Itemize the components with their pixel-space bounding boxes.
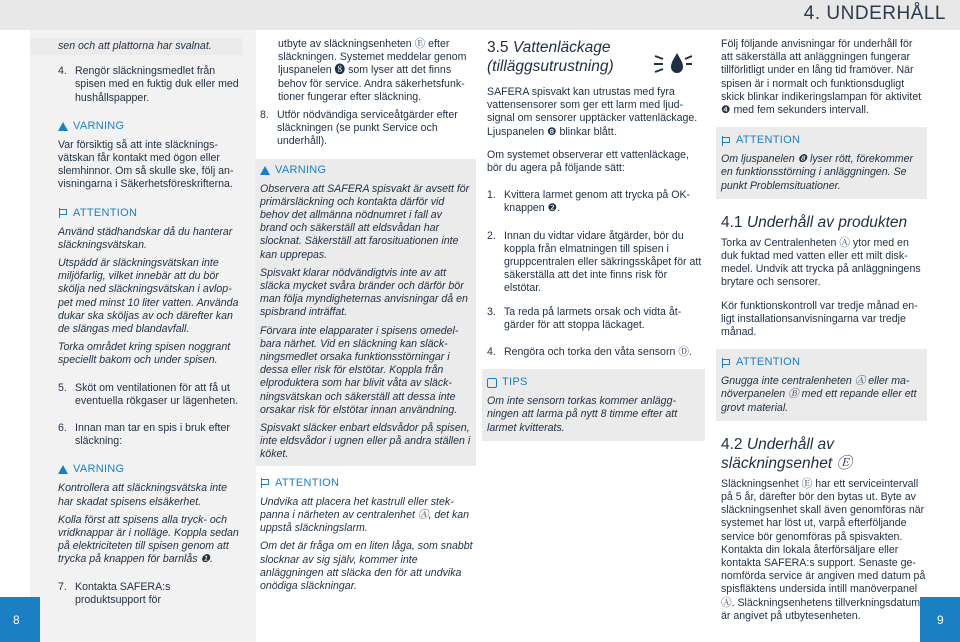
column-1 [30,30,256,642]
section-title-4-2: 4.2 Underhåll av släckningsenhet Ⓔ [721,435,852,472]
page-number-left: 8 [0,597,40,642]
section-title-3-5: 3.5 Vattenläckage (tilläggsutrustning) [487,39,614,75]
paragraph: Släckningsenhet Ⓔ har ett serviceintervall på 5 år, därefter bör den bytas ut. Byte av släckningsenhet skall även genomföras när systemet har löst ut, varpå efterföljande service bör genomföras på spisvakten. Kontakta din lokala återförsäljare eller kontakta SAFERA:s support. Senaste genomförda service är angiven med datum på spisfläktens undersida intill manöverpanel Ⓐ. Släckningsenhetens tillverkningsdatum är angivet på utbytesenheten. [721,477,926,622]
warning-text: Kontrollera att släckningsvätska inte har skadat spisens elsäkerhet. [58,482,227,508]
warning-text: Kolla först att spisens alla tryck- och vridknappar är i nolläge. Koppla sedan på elektriciteten till spisen genom att trycka på knappen för barnlås ❶. [58,513,239,566]
warning-heading: VARNING [58,462,242,477]
page-number-right: 9 [920,597,960,642]
warning-icon [260,166,270,175]
paragraph: Torka av Centralenheten Ⓐ ytor med en duk fuktad med vatten eller ett milt diskmedel. Undvik att trycka på anläggningens brytare och sensorer. [721,236,921,289]
paragraph: Följ följande anvisningar för underhåll för att säkerställa att anläggningen fungerar tillförlitligt under en lång tid framöver. När spisen är i normalt och funktionsdugligt skick blinkar indikeringslampan för aktivitet ❹ med fem sekunders intervall. [721,38,922,117]
flag-icon [721,136,731,146]
column-1-content [58,38,242,607]
warning-box: VARNING Observera att SAFERA spisvakt är avsett för primärsläckning och kontakta därför vid behov det allmänna nödnumret i fall av brand och säkerställ att eldsvådan har slocknat. Säkerställ att farosituationen inte kan upprepas. Spisvakt klarar nödvändigtvis inte av att släcka mycket svåra bränder och därför bör man följa myndigheternas anvisningar då en spisbrand inträffat. Förvara inte elapparater i spisens omedelbara närhet. Vid en släckning kan släckningsmedlet orsaka funktionsstörningar i dessa eller risk för elstötar. Koppla från elproduktera som har blivit våta av släckningsvätskan och säkerställ att dessa inte orsakar risk för elstötar innan användning. Spisvakt släcker enbart eldsvådor på spisen, inte eldsvådor i ugnen eller på andra ställen i köket. [255,159,476,466]
chapter-title: 4. UNDERHÅLL [803,3,946,24]
warning-icon [58,122,68,131]
list-item-2: 2. Innan du vidtar vidare åtgärder, bör du koppla från elmatningen till spisen i gruppcentralen eller säkringsskåpet för att säkerställa att det inte finns risk för elstötar. [487,229,702,295]
list-item-1: 1. Kvittera larmet genom att trycka på OK-knappen ❷. [487,189,691,215]
attention-heading: ATTENTION [58,206,242,221]
attention-heading: ATTENTION [721,133,922,148]
attention-text: Undvika att placera het kastrull eller stekpanna i närheten av centralenhet Ⓐ, det kan uppstå släckningslarm. [260,495,470,535]
water-leak-icon [651,50,693,76]
attention-text: Om det är fråga om en liten låga, som snabbt slocknar av sig själv, kommer inte anläggningen att släcka den för att undvika onödiga släckningar. [260,540,473,592]
continued-text: sen och att plattorna har svalnat. [58,40,212,52]
tips-box: TIPS Om inte sensorn torkas kommer anläggningen att larma på nytt 8 timme efter att larmet kvitterats. [482,369,705,441]
list-item-6: 6. Innan man tar en spis i bruk efter släckning: [58,422,230,448]
section-title-4-1: 4.1 Underhåll av produkten [721,213,908,231]
attention-text: Torka området kring spisen noggrant speciellt bakom och under spisen. [58,341,231,367]
paragraph: Om systemet observerar ett vattenläckage, bör du agera på följande sätt: [487,148,689,175]
warning-icon [58,465,68,474]
warning-text: Var försiktig så att inte släckningsvätskan får kontakt med ögon eller slemhinnor. Om så skulle ske, följ anvisningarna i Säkerhetsföreskrifterna. [58,138,234,191]
list-item-3: 3. Ta reda på larmets orsak och vidta åtgärder för att stoppa läckaget. [487,305,682,331]
attention-box: ATTENTION Om ljuspanelen ❽ lyser rött, förekommer en funktionsstörning i anläggningen. Se punkt Problemsituationer. [716,127,927,199]
tip-icon [487,378,497,388]
paragraph: SAFERA spisvakt kan utrustas med fyra vattensensorer som ger ett larm med ljudsignal om sensorer upptäcker vattenläckage. Ljuspanelen ❽ blinkar blått. [487,86,698,138]
list-item-7: 7. Kontakta SAFERA:s produktsupport för [58,580,171,606]
column-2 [260,30,476,593]
warning-heading: VARNING [58,119,242,134]
warning-heading: VARNING [260,163,471,178]
flag-icon [58,208,68,218]
list-item-8: 8. Utför nödvändiga serviceåtgärder efter släckningen (se punkt Service och underhåll). [260,109,458,148]
attention-box: ATTENTION Gnugga inte centralenheten Ⓐ eller manöverpanelen Ⓑ med ett repande eller ett grovt material. [716,349,927,421]
continued-text: utbyte av släckningsenheten Ⓔ efter släckningen. Systemet meddelar genom ljuspanelen ❽ som lyser att det finns behov för service. Andra säkerhetsfunktioner fungerar efter släckning. [278,38,467,103]
flag-icon [260,478,270,488]
column-4 [721,30,927,623]
attention-heading: ATTENTION [260,476,476,491]
list-item-4: 4. Rengöra och torka den våta sensorn Ⓓ. [487,346,692,359]
tips-heading: TIPS [487,375,700,390]
attention-text: Använd städhandskar då du hanterar släckningsvätskan. [58,225,233,251]
column-3 [487,30,705,441]
flag-icon [721,358,731,368]
attention-text: Utspädd är släckningsvätskan inte miljöfarlig, vilket innebär att du bör skölja ned släckningsvätskan i avloppet med minst 10 liter vatten. Använda dukar ska sköljas av och därefter kan de slängas med blandavfall. [58,257,239,336]
list-item-4: 4. Rengör släckningsmedlet från spisen med en fuktig duk eller med hushållspapper. [58,65,239,104]
attention-heading: ATTENTION [721,355,922,370]
paragraph: Kör funktionskontroll var tredje månad enligt installationsanvisningarna var tredje månad. [721,299,918,339]
list-item-5: 5. Sköt om ventilationen för att få ut eventuella rökgaser ur lägenheten. [58,381,239,407]
